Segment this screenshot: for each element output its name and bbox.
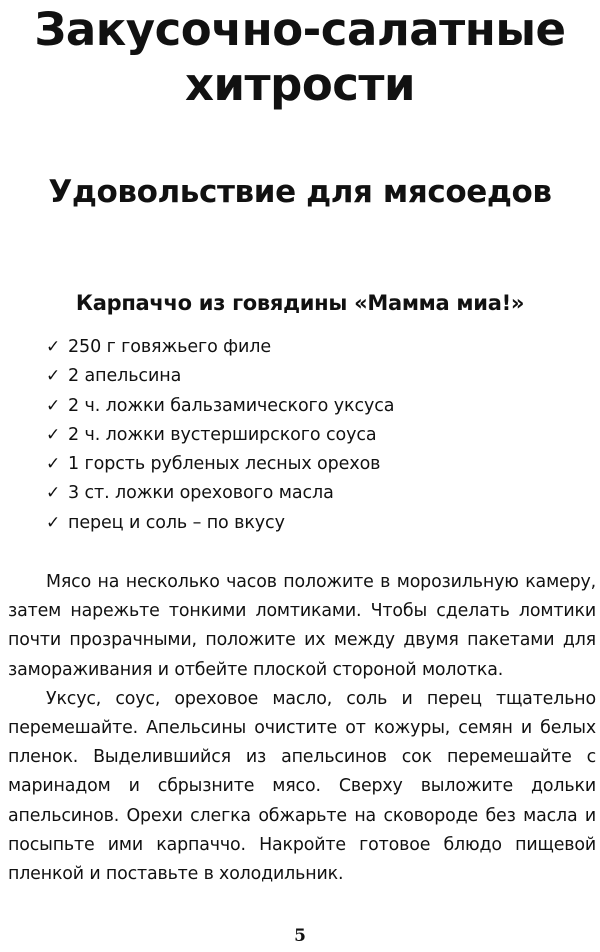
chapter-title-line-2: хитрости — [184, 58, 416, 111]
ingredient-item — [46, 479, 566, 508]
ingredient-text: 250 г говяжьего филе — [68, 337, 272, 357]
section-title: Удовольствие для мясоедов — [48, 174, 552, 210]
ingredient-item — [46, 509, 566, 538]
check-icon: ✓ — [46, 395, 61, 416]
recipe-instructions — [8, 568, 596, 889]
ingredient-text: 2 апельсина — [68, 366, 182, 387]
chapter-title — [0, 2, 600, 112]
check-icon: ✓ — [46, 424, 61, 445]
ingredient-text: 3 ст. ложки орехового масла — [68, 483, 334, 504]
chapter-title-line-1: Закусочно-салатные — [34, 3, 566, 56]
ingredient-text: перец и соль – по вкусу — [68, 512, 285, 533]
ingredient-item — [46, 421, 566, 450]
ingredient-text: 2 ч. ложки бальзамического уксуса — [68, 395, 395, 416]
instruction-paragraph: Мясо на несколько часов положите в морозильную камеру, затем нарежьте тонкими ломтиками. Чтобы сделать ломтики почти прозрачными, положите их между двумя пакетами для замораживания и отбейте плоской стороной молотка. — [8, 572, 596, 680]
check-icon: ✓ — [46, 366, 61, 387]
ingredient-item — [46, 362, 566, 391]
check-icon: ✓ — [46, 454, 61, 475]
ingredient-item — [46, 333, 566, 362]
ingredient-text: 1 горсть рубленых лесных орехов — [68, 454, 381, 475]
ingredient-list — [46, 333, 566, 538]
check-icon: ✓ — [46, 337, 61, 357]
page-number: 5 — [294, 926, 306, 946]
instruction-paragraph: Уксус, соус, ореховое масло, соль и перец тщательно перемешайте. Апельсины очистите от кожуры, семян и белых пленок. Выделившийся из апельсинов сок перемешайте с маринадом и сбрызните мясо. Сверху выложите дольки апельсинов. Орехи слегка обжарьте на сковороде без масла и посыпьте ими карпаччо. Накройте готовое блюдо пищевой пленкой и поставьте в холодильник. — [8, 688, 596, 885]
recipe-title: Карпаччо из говядины «Мамма миа!» — [75, 291, 525, 315]
ingredient-text: 2 ч. ложки вустерширского соуса — [68, 424, 377, 445]
ingredient-item — [46, 392, 566, 421]
check-icon: ✓ — [46, 512, 61, 533]
ingredient-item — [46, 450, 566, 479]
check-icon: ✓ — [46, 483, 61, 504]
